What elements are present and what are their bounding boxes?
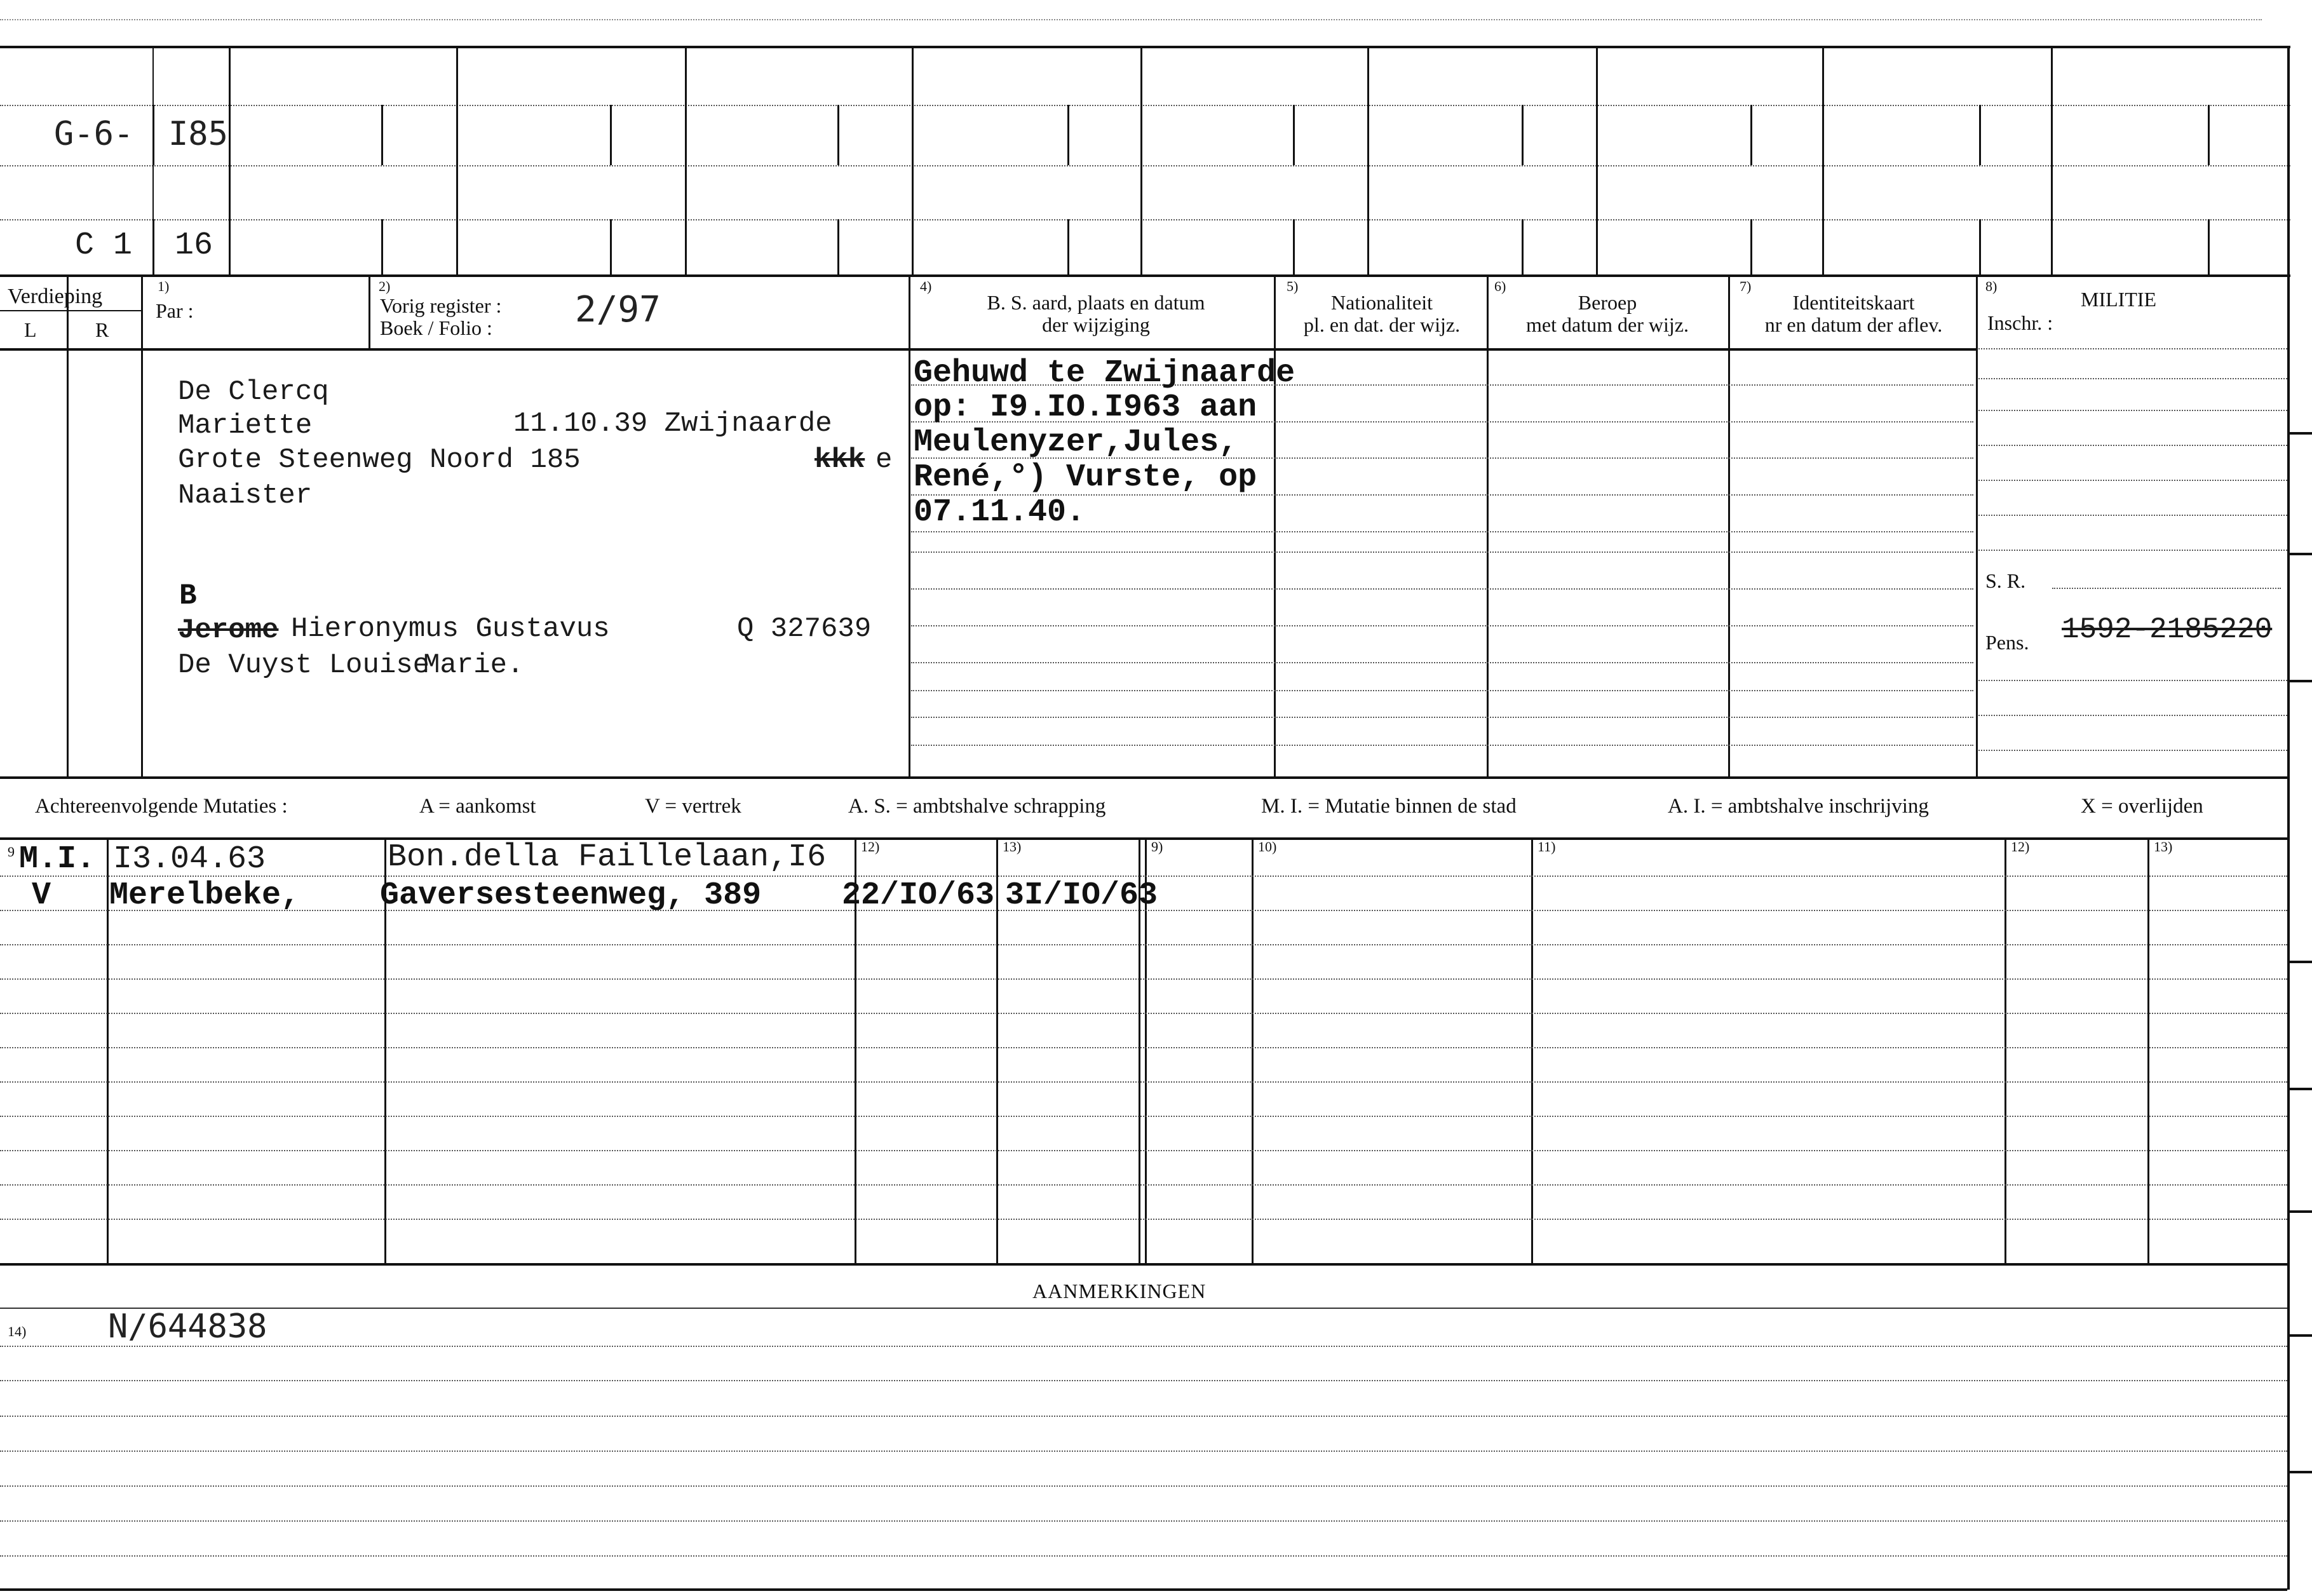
militie-line	[1976, 348, 2287, 349]
edge-tick	[2287, 553, 2312, 555]
mut-note-12b: 12)	[2011, 839, 2030, 855]
remarks-line	[0, 1555, 2287, 1557]
person-birth: 11.10.39 Zwijnaarde	[513, 408, 832, 440]
mut-row-line	[0, 1047, 2287, 1048]
grid-v	[381, 105, 383, 165]
mut-note-9b: 9)	[1151, 839, 1163, 855]
sr-line	[2052, 588, 2281, 589]
nationaliteit-line1: Nationaliteit	[1331, 291, 1433, 314]
body-line	[911, 717, 1973, 718]
grid-line	[0, 219, 2290, 220]
card-bottom-border	[0, 1588, 2287, 1591]
mut-row1-address: Bon.della Faillelaan,I6	[388, 839, 827, 876]
grid-v	[1822, 46, 1824, 274]
person-address: Grote Steenweg Noord 185	[178, 444, 581, 476]
mut-row-line	[0, 944, 2287, 945]
grid-v	[1750, 105, 1752, 165]
mut-col-line	[2004, 837, 2006, 1263]
militie-col-line	[1976, 274, 1978, 776]
edge-tick	[2287, 1210, 2312, 1213]
person-occupation: Naaister	[178, 480, 313, 511]
remarks-line	[0, 1485, 2287, 1487]
mut-col-line	[1252, 837, 1254, 1263]
grid-v	[456, 46, 458, 274]
grid-v	[229, 46, 231, 274]
remarks-title: AANMERKINGEN	[1032, 1280, 1207, 1302]
body-line	[911, 625, 1973, 626]
header-bottom-border	[0, 348, 1976, 351]
sr-label: S. R.	[1985, 569, 2026, 592]
note-5: 5)	[1287, 278, 1299, 294]
mut-row-line	[0, 876, 2287, 877]
grid-v	[2208, 219, 2210, 274]
grid-v	[1522, 105, 1524, 165]
remarks-value: N/644838	[108, 1308, 267, 1346]
militie-line	[1978, 550, 2287, 551]
marriage-line3: Meulenyzer,Jules,	[914, 424, 1238, 461]
remarks-line	[0, 1380, 2287, 1381]
code-row1-left: G-6-	[54, 115, 134, 153]
legend-x: X = overlijden	[2081, 795, 2203, 818]
identiteitskaart-line2: nr en datum der aflev.	[1764, 313, 1943, 336]
mut-row-line	[0, 1150, 2287, 1151]
body-line	[911, 551, 1973, 553]
mut-col-line	[1531, 837, 1533, 1263]
grid-v	[152, 46, 154, 274]
vorig-register-value: 2/97	[575, 289, 661, 330]
person-struck-name: Jerome	[178, 614, 279, 646]
body-line	[911, 690, 1973, 691]
mut-row-line	[0, 1184, 2287, 1186]
grid-v	[837, 105, 839, 165]
grid-v	[381, 219, 383, 274]
person-firstname: Mariette	[178, 410, 313, 442]
mut-note-10: 10)	[1258, 839, 1277, 855]
mut-row1-type: M.I.	[19, 841, 96, 877]
grid-v	[1367, 46, 1369, 274]
mut-row-line	[0, 978, 2287, 980]
body-line	[911, 588, 1973, 590]
grid-bottom-border	[0, 274, 2290, 277]
marriage-line4: René,°) Vurste, op	[914, 459, 1257, 496]
bs-col-line	[909, 274, 910, 776]
person-father: Hieronymus Gustavus	[291, 613, 610, 645]
grid-v	[1067, 105, 1069, 165]
remarks-line	[0, 1416, 2287, 1417]
mut-row-line	[0, 1081, 2287, 1083]
nationaliteit-line2: pl. en dat. der wijz.	[1303, 313, 1461, 336]
mutations-top-border	[0, 837, 2287, 840]
person-mother: De Vuyst Louise	[178, 649, 430, 681]
militie-line	[1978, 480, 2287, 481]
grid-line	[0, 105, 2290, 106]
identiteitskaart-line1: Identiteitskaart	[1792, 291, 1915, 314]
vorig-register-label: Vorig register :	[380, 294, 502, 317]
grid-line	[0, 165, 2290, 166]
note-1: 1)	[158, 278, 170, 294]
grid-v	[610, 105, 612, 165]
mut-note-11: 11)	[1538, 839, 1556, 855]
beroep-col-line	[1487, 274, 1489, 776]
note-4: 4)	[920, 278, 932, 294]
grid-v	[1067, 219, 1069, 274]
verdieping-col-line	[67, 274, 69, 776]
mut-row2-address: Gaversesteenweg, 389	[380, 877, 762, 914]
top-edge-ink	[0, 19, 2262, 20]
verdieping-label: Verdieping	[8, 285, 103, 308]
edge-tick	[2287, 961, 2312, 963]
legend-ai: A. I. = ambtshalve inschrijving	[1668, 795, 1929, 818]
grid-top-border	[0, 46, 2290, 48]
legend-title: Achtereenvolgende Mutaties :	[35, 795, 288, 818]
militie-line	[1978, 715, 2287, 716]
mut-row-line	[0, 1116, 2287, 1117]
grid-v	[610, 219, 612, 274]
edge-tick	[2287, 1471, 2312, 1473]
pens-label: Pens.	[1985, 631, 2029, 654]
legend-as: A. S. = ambtshalve schrapping	[848, 795, 1106, 818]
inschr-label: Inschr. :	[1987, 311, 2053, 334]
mut-row2-place: Merelbeke,	[109, 877, 301, 914]
marriage-line2: op: I9.IO.I963 aan	[914, 389, 1257, 426]
identiteit-col-line	[1728, 274, 1730, 776]
edge-tick	[2287, 1334, 2312, 1337]
note-7: 7)	[1740, 278, 1752, 294]
code-row2-right: 16	[175, 227, 213, 264]
verdieping-divider	[0, 310, 141, 311]
marriage-line1: Gehuwd te Zwijnaarde	[914, 355, 1295, 391]
remarks-line	[0, 1346, 2287, 1347]
grid-v	[685, 46, 687, 274]
note-8: 8)	[1985, 278, 1998, 294]
verdieping-l: L	[24, 318, 37, 341]
body-line	[911, 531, 1973, 532]
person-surname: De Clercq	[178, 376, 329, 408]
militie-line	[1978, 410, 2287, 411]
verdieping-col-line	[141, 274, 143, 776]
legend-v: V = vertrek	[645, 795, 741, 818]
person-b: B	[179, 579, 197, 612]
card-right-border	[2287, 46, 2290, 961]
body-line	[911, 745, 1973, 746]
mut-note-9: 9	[8, 844, 15, 860]
person-father-id: Q 327639	[737, 613, 872, 645]
legend-top-border	[0, 776, 2287, 779]
militie-line	[1978, 515, 2287, 516]
grid-v	[1979, 219, 1981, 274]
grid-v	[912, 46, 914, 274]
mut-row1-date: I3.04.63	[113, 841, 266, 877]
militie-line	[1978, 680, 2287, 681]
grid-v	[1596, 46, 1598, 274]
grid-v	[2208, 105, 2210, 165]
edge-tick	[2287, 432, 2312, 435]
bs-header-line1: B. S. aard, plaats en datum	[987, 291, 1205, 314]
boek-folio-label: Boek / Folio :	[380, 316, 492, 339]
remarks-line	[0, 1520, 2287, 1522]
remarks-line	[0, 1308, 2287, 1309]
grid-v	[1293, 105, 1295, 165]
beroep-line2: met datum der wijz.	[1526, 313, 1689, 336]
grid-v	[1293, 219, 1295, 274]
body-line	[911, 662, 1973, 663]
person-mother-tail: Marie.	[423, 649, 524, 681]
grid-v	[1522, 219, 1524, 274]
mut-col-line	[107, 837, 109, 1263]
militie-line	[1978, 378, 2287, 379]
legend-a: A = aankomst	[419, 795, 536, 818]
bs-header-line2: der wijziging	[1042, 313, 1150, 336]
card-right-border-lower	[2287, 961, 2290, 1590]
marriage-line5: 07.11.40.	[914, 494, 1086, 531]
mut-row-line	[0, 1013, 2287, 1014]
beroep-line1: Beroep	[1578, 291, 1637, 314]
note-2: 2)	[379, 278, 391, 294]
mut-row2-col12: 22/IO/63	[842, 877, 995, 914]
mut-note-13b: 13)	[2154, 839, 2173, 855]
grid-v	[1140, 46, 1142, 274]
person-address-mark: kkk	[815, 444, 865, 476]
mut-note-13: 13)	[1003, 839, 1022, 855]
code-row1-right: I85	[168, 115, 228, 153]
code-row2-left: C 1	[75, 227, 133, 264]
verdieping-r: R	[95, 318, 109, 341]
mut-row2-col13: 3I/IO/63	[1005, 877, 1158, 914]
remarks-note-14: 14)	[8, 1323, 27, 1339]
legend-mi: M. I. = Mutatie binnen de stad	[1261, 795, 1517, 818]
mutations-bottom-border	[0, 1263, 2287, 1266]
mut-col-line	[996, 837, 998, 1263]
person-address-mark-tail: e	[875, 444, 893, 476]
nationaliteit-col-line	[1274, 274, 1276, 776]
header-col-line	[368, 274, 370, 348]
remarks-line	[0, 1451, 2287, 1452]
edge-tick	[2287, 680, 2312, 682]
grid-v	[2051, 46, 2053, 274]
mut-col-line	[2147, 837, 2149, 1263]
note-6: 6)	[1494, 278, 1506, 294]
grid-v	[837, 219, 839, 274]
mut-row-line	[0, 1219, 2287, 1220]
pens-value: 1592-2185220	[2062, 613, 2273, 646]
militie-line	[1978, 445, 2287, 446]
grid-v	[1750, 219, 1752, 274]
militie-label: MILITIE	[2081, 288, 2157, 311]
par-label: Par :	[156, 299, 194, 322]
grid-v	[1979, 105, 1981, 165]
mut-row2-type: V	[32, 877, 51, 914]
edge-tick	[2287, 1088, 2312, 1090]
mut-note-12: 12)	[861, 839, 880, 855]
militie-line	[1978, 750, 2287, 751]
